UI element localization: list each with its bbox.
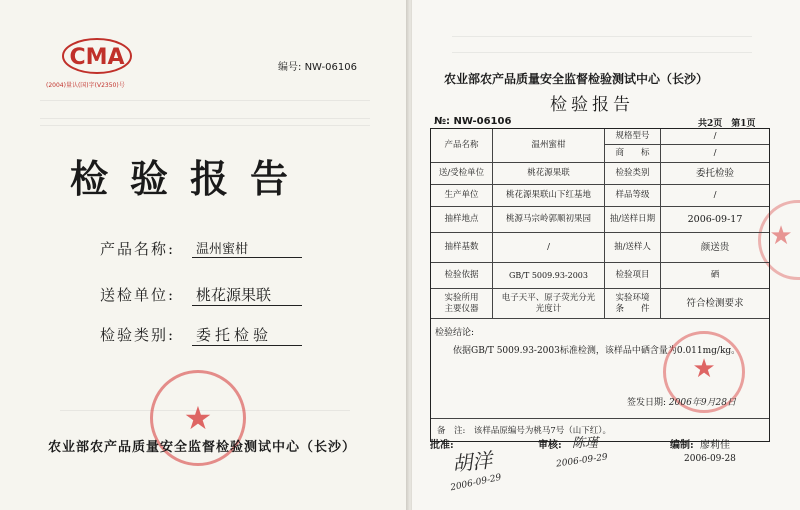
brand-label: 商 标 — [615, 148, 650, 159]
sampling-date-value: 2006-09-17 — [687, 213, 743, 225]
conclusion-text: 依据GB/T 5009.93-2003标准检测，该样品中硒含量为0.011mg/kg。 — [453, 346, 741, 356]
field-value-test-type: 委托检验 — [192, 324, 302, 346]
spec-label: 规格型号 — [605, 129, 660, 145]
report-title: 检验报告 — [550, 95, 634, 115]
environment-label — [605, 289, 661, 318]
item-label: 检验项目 — [605, 263, 661, 288]
field-label-test-type: 检验类别: — [100, 326, 176, 344]
issuing-organization: 农业部农产品质量安全监督检验测试中心（长沙） — [48, 440, 357, 455]
compile-date: 2006-09-28 — [684, 454, 736, 464]
environment-label-line-2: 条 件 — [615, 303, 650, 314]
sampler-label: 抽/送样人 — [605, 233, 661, 262]
sampling-date-label: 抽/送样日期 — [605, 207, 661, 232]
serial-number — [278, 58, 357, 73]
producer-label: 生产单位 — [431, 185, 493, 206]
field-label-product: 产品名称: — [100, 240, 176, 258]
compiler-name: 廖莉佳 — [700, 440, 730, 451]
serial-label: №: — [434, 116, 451, 127]
approve-date: 2006-09-29 — [449, 472, 503, 494]
instruments-line-2: 光度计 — [535, 303, 562, 314]
table-row — [431, 163, 769, 185]
inspection-table — [430, 128, 770, 442]
sign-date — [627, 395, 736, 408]
sample-count-label: 抽样基数 — [431, 233, 493, 262]
spec-brand-labels — [605, 129, 661, 162]
instruments-label-line-2: 主要仪器 — [444, 303, 479, 314]
instruments-value — [493, 289, 605, 318]
instruments-label-line-1: 实验所用 — [444, 292, 479, 303]
basis-label: 检验依据 — [431, 263, 493, 288]
environment-value: 符合检测要求 — [686, 297, 744, 309]
spec-brand-values — [661, 129, 769, 162]
table-row — [431, 233, 769, 263]
grade-value: / — [713, 190, 717, 201]
test-type-label: 检验类别 — [605, 163, 661, 184]
sampler-value: 颜送贵 — [700, 241, 730, 253]
environment-label-line-1: 实验环境 — [615, 292, 650, 303]
review-label: 审核: — [538, 440, 562, 451]
sampling-place-label: 抽样地点 — [431, 207, 493, 232]
note-text: 备 注: 该样品原编号为桃马7号（山下红）。 — [437, 426, 612, 436]
item-value: 硒 — [710, 270, 720, 281]
table-row — [431, 207, 769, 233]
field-value-product: 温州蜜柑 — [192, 238, 302, 258]
conclusion-section — [431, 319, 769, 419]
approve-signature: 胡洋 — [451, 447, 494, 477]
report-title: 检验报告 — [70, 156, 311, 201]
brand-value: / — [713, 148, 717, 159]
serial-number — [434, 116, 511, 127]
compile-label: 编制: — [670, 440, 694, 451]
table-row — [431, 129, 769, 163]
report-detail-page — [412, 0, 800, 510]
sample-count-value: / — [493, 233, 605, 262]
review-date: 2006-09-29 — [555, 452, 609, 470]
serial-value: NW-06106 — [453, 116, 512, 127]
review-signature: 陈瑾 — [572, 436, 599, 451]
basis-value: GB/T 5009.93-2003 — [493, 263, 605, 288]
issuing-organization: 农业部农产品质量安全监督检验测试中心（长沙） — [444, 72, 709, 86]
conclusion-label: 检验结论: — [435, 328, 475, 338]
grade-label: 样品等级 — [605, 185, 661, 206]
serial-value: NW-06106 — [304, 62, 357, 73]
edge-seal-icon: ★ — [758, 200, 800, 280]
instruments-label — [431, 289, 493, 318]
product-name-label: 产品名称 — [431, 129, 493, 162]
field-value-sender: 桃花源果联 — [192, 284, 302, 306]
sampling-place-value: 桃源马宗岭郭顺初果园 — [493, 207, 605, 232]
sign-date-label: 签发日期: — [627, 398, 667, 408]
field-label-sender: 送检单位: — [100, 286, 176, 304]
table-row — [431, 289, 769, 319]
approve-label: 批准: — [430, 440, 454, 451]
page-count: 共2页 第1页 — [698, 119, 756, 129]
sign-date-value: 2006年9月28日 — [668, 398, 737, 408]
table-row — [431, 185, 769, 207]
product-name-value: 温州蜜柑 — [493, 129, 605, 162]
test-type-value: 委托检验 — [695, 167, 734, 179]
instruments-line-1: 电子天平、原子荧光分光 — [501, 292, 596, 303]
sender-value: 桃花源果联 — [493, 163, 605, 184]
producer-value: 桃花源果联山下红基地 — [493, 185, 605, 206]
inspection-seal-icon: ★ — [663, 331, 745, 413]
cma-logo-text: CMA — [69, 45, 125, 70]
cma-certificate-code: (2004)量认(国)字(V2350)号 — [46, 82, 125, 89]
serial-label: 编号: — [278, 62, 302, 73]
table-row — [431, 263, 769, 289]
official-seal-icon: ★ — [150, 370, 246, 466]
spec-value: / — [661, 129, 769, 145]
sender-label: 送/受检单位 — [431, 163, 493, 184]
cma-logo-icon — [62, 38, 132, 74]
